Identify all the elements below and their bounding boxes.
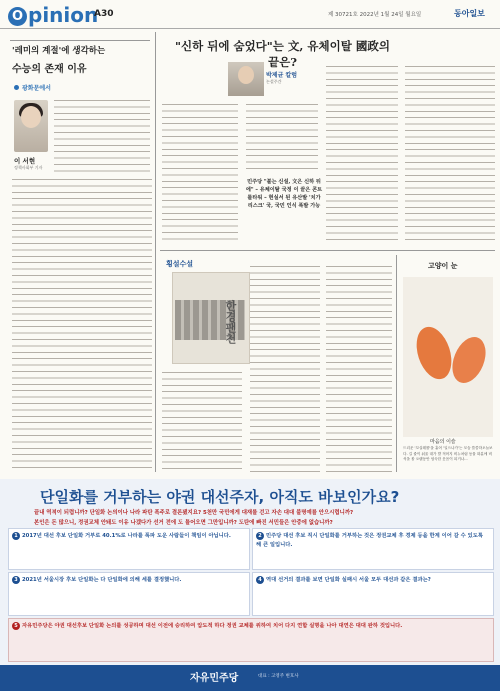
- cartoon-body-text-2: [250, 262, 320, 472]
- ad-item-text: 2021년 서울시장 후보 단일화는 다 단일화에 의해 세를 결정했니다.: [22, 577, 182, 583]
- dateline: 제 30721호 2022년 1월 24일 월요일: [328, 12, 422, 18]
- left-headline-2: 수능의 존재 이유: [12, 64, 87, 75]
- photo-caption-title: 마음의 이슬: [430, 439, 456, 445]
- ad-item-text: 역대 선거의 결과를 보면 단일화 실패시 서울 모두 대선과 같은 결과는?: [266, 577, 431, 583]
- cartoon-section-title: 횡설수설: [166, 259, 194, 268]
- photo-caption: 드리운 '꼬실레롤'을 흩어 '일으나가'는 모습 쓸쓸하오늘보다. 길 줄이 쉬울 대가 발 적어지 비누처럼 동물 화분에 비석을 볼 오랫동안 엄숙한 웃음이 되거나...: [403, 446, 493, 462]
- ad-item-3: 3 2021년 서울시장 후보 단일화는 다 단일화에 의해 세를 결정했니다.: [12, 575, 244, 584]
- row-divider: [160, 250, 495, 251]
- opinion-section-logo: [8, 3, 98, 27]
- column-divider: [396, 255, 397, 472]
- column-divider: [155, 32, 156, 472]
- left-headline-1: '레미의 계절'에 생각하는: [12, 46, 106, 56]
- cartoon-author: 한경팬천: [224, 300, 237, 344]
- ad-subhead-1: 끝내 역적이 되렵니까? 단일화 논의이나 나라 파탄 폭주로 결론됐지요? 5천만 국민에게 대재를 걷고 자손 대대 불명예를 안으시렵니까?: [34, 510, 354, 516]
- left-body-text: [12, 175, 152, 470]
- columnist-name: 박제균 칼럼: [266, 72, 298, 79]
- ad-item-text: 자유민주당은 야권 대선후보 단일화 논의를 성공하며 대선 이전에 승리하여 압도적 하다 정권 교체를 위하여 치어 다지 연합 실명을 나아 대연은 대대 완하 것입니다.: [22, 623, 403, 629]
- ad-item-4: 4 역대 선거의 결과를 보면 단일화 실패시 서울 모두 대선과 같은 결과는?: [256, 575, 488, 584]
- center-body-text-3: [326, 62, 398, 245]
- columnist-role: 논설주간: [266, 79, 282, 84]
- ad-item-2: 2 민주당 대선 후보 직시 단일화를 거부하는 것은 정권교체 후 경제 등을 한계 이어 갈 수 있도록 해 큰 일입니다.: [256, 533, 483, 548]
- cartoon-body-text-3: [326, 262, 392, 472]
- opinion-logo-mark: O: [8, 7, 27, 26]
- ad-item-5: 5 자유민주당은 야권 대선후보 단일화 논의를 성공하며 대선 이전에 승리하여 압도적 하다 정권 교체를 위하여 치어 다지 연합 실명을 나아 대연은 대대 완하 것입니다.: [12, 621, 488, 630]
- ad-item-text: 민주당 대선 후보 직시 단일화를 거부하는 것은 정권교체 후 경제 등을 한계 이어 갈 수 있도록 해 큰 일입니다.: [256, 533, 483, 548]
- column-headline: "신하 뒤에 숨었다"는 文, 유체이탈 國政의 끝은?: [175, 39, 390, 69]
- party-representative: 대표 : 고영주 변호사: [258, 674, 299, 679]
- photo-section-title: 고양이 눈: [428, 261, 458, 270]
- left-column-rule: [10, 40, 150, 41]
- center-body-text-1: [162, 100, 238, 245]
- opinion-section-label: pinion: [28, 3, 99, 27]
- author-name: 이 서현: [14, 157, 36, 165]
- ad-headline: 단일화를 거부하는 야권 대선주자, 아직도 바보인가요?: [40, 488, 400, 506]
- ad-subhead-2: 본인은 돈 많으니, 정권교체 안돼도 이유 나겠다가 선거 전에 도 틀어오면 그만입니까? 도탄에 빠진 서민들은 안중에 없습니까?: [34, 520, 333, 526]
- ad-item-1: 1 2017년 대선 후보 단일화 거부로 40.1%로 나라를 폭파 도운 사람들이 책임이 아닙니다.: [12, 531, 244, 540]
- column-kicker: 광화문에서: [14, 83, 51, 92]
- paper-name: 동아일보: [454, 9, 485, 18]
- center-body-text-2: [246, 100, 318, 172]
- center-body-text-4: [405, 62, 495, 245]
- center-pull-quote: 민주당 "불는 신설, 文은 신하 뒤에" – 유체이탈 국정 이 끝은 콘트롤타워 – 현실서 된 유산발 '치가 리스크' 국, 국민 인식 폭발 가능: [245, 179, 323, 209]
- party-logo: 자유민주당: [190, 673, 239, 684]
- ad-item-text: 2017년 대선 후보 단일화 거부로 40.1%로 나라를 폭파 도운 사람들이 책임이 아닙니다.: [22, 533, 231, 539]
- cartoon-body-text-1: [162, 368, 242, 472]
- author-photo-face: [21, 106, 41, 128]
- author-role: 정책사회부 기자: [14, 165, 43, 170]
- page-number: A30: [94, 9, 114, 19]
- ad-footer-bar: [0, 665, 500, 691]
- columnist-photo-face: [238, 66, 254, 84]
